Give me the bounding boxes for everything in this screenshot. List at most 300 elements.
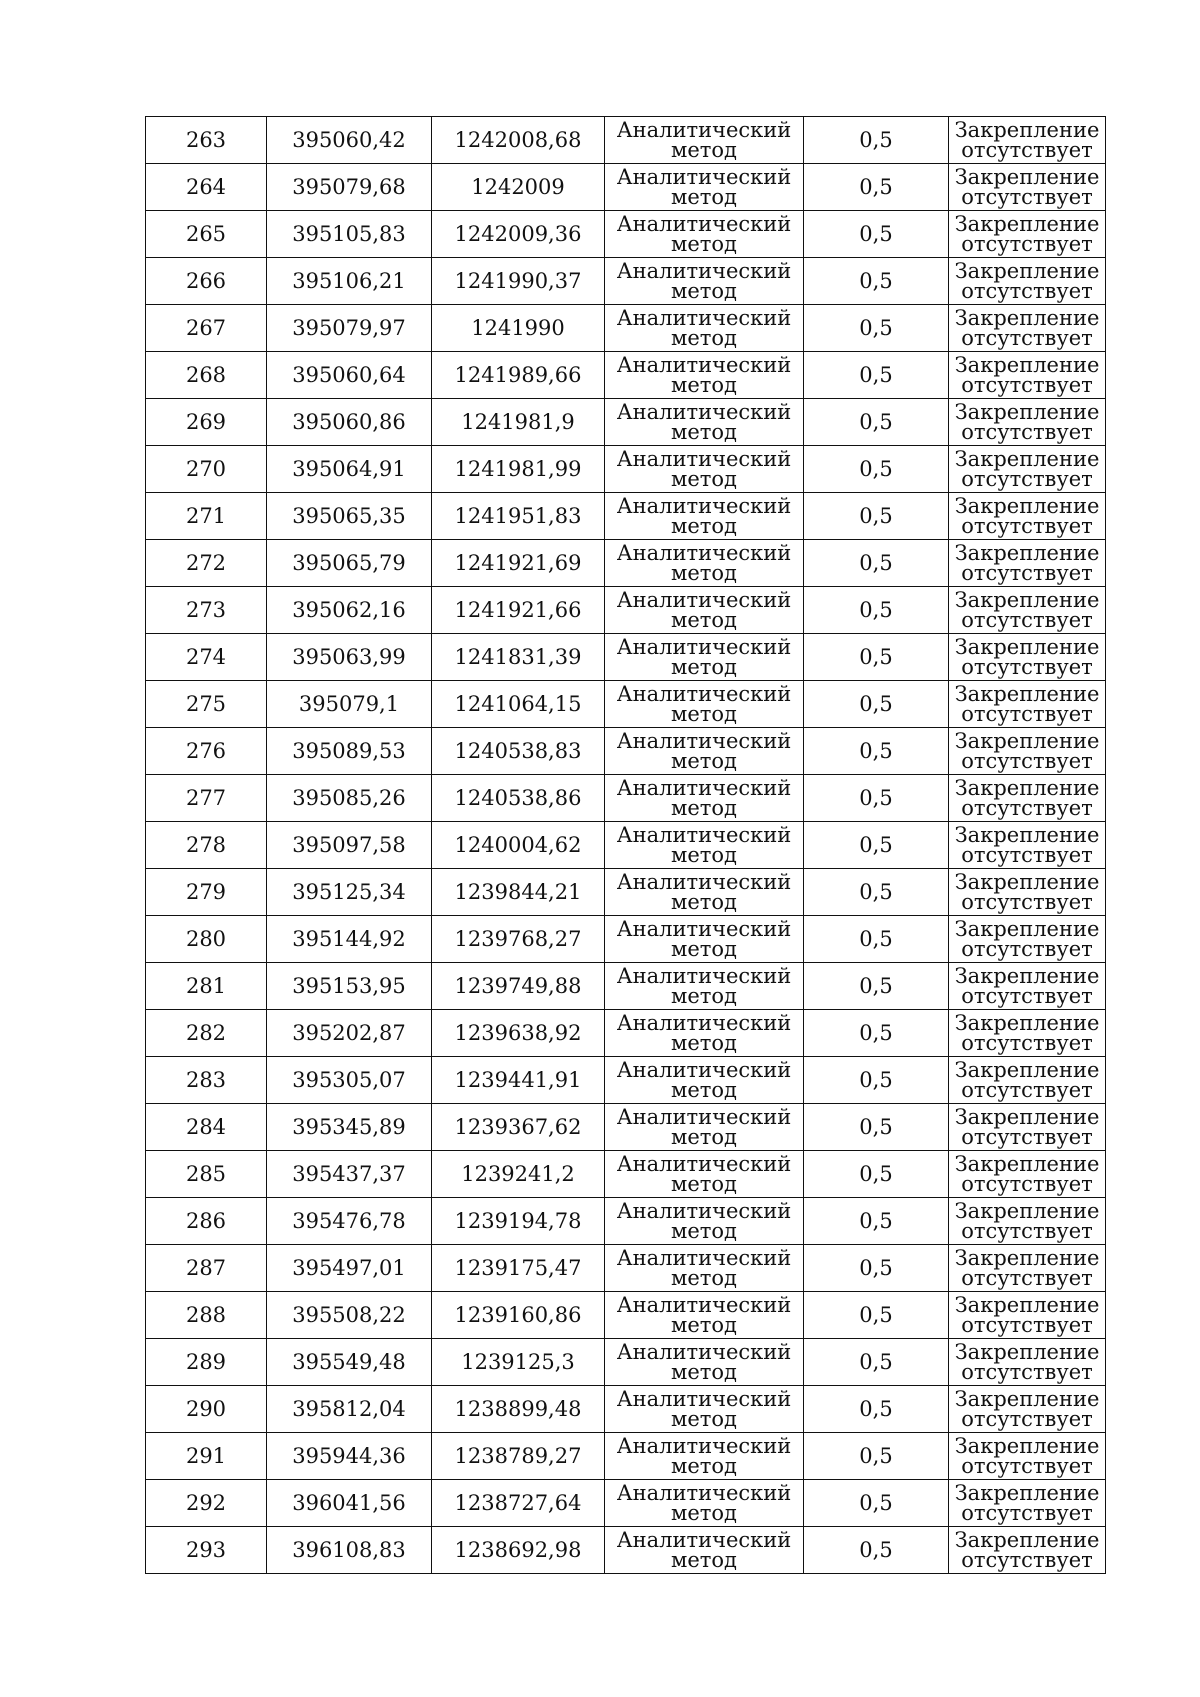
method-line-1: Аналитический (616, 305, 792, 330)
x-coordinate: 395144,92 (292, 927, 406, 951)
y-coordinate: 1241921,69 (454, 551, 582, 575)
method-cell (605, 1339, 804, 1386)
point-number: 273 (185, 598, 227, 622)
y-coordinate-cell (432, 1198, 605, 1245)
x-coordinate-cell (267, 258, 432, 305)
method-cell (605, 352, 804, 399)
x-coordinate: 395064,91 (292, 457, 406, 481)
fixing-line-1: Закрепление (954, 1527, 1100, 1552)
accuracy-value: 0,5 (859, 457, 893, 481)
fixing-line-2: отсутствует (961, 1312, 1093, 1337)
accuracy-cell (804, 1198, 949, 1245)
y-coordinate-cell (432, 1104, 605, 1151)
point-number: 265 (185, 222, 227, 246)
table-row (146, 352, 1106, 399)
accuracy-cell (804, 117, 949, 164)
fixing-cell (949, 963, 1106, 1010)
fixing-cell (949, 1151, 1106, 1198)
fixing-cell (949, 1480, 1106, 1527)
method-line-2: метод (671, 513, 737, 538)
x-coordinate-cell (267, 352, 432, 399)
x-coordinate-cell (267, 634, 432, 681)
x-coordinate: 395106,21 (292, 269, 406, 293)
fixing-line-2: отсутствует (961, 372, 1093, 397)
method-line-1: Аналитический (616, 352, 792, 377)
fixing-line-2: отсутствует (961, 936, 1093, 961)
y-coordinate-cell (432, 1292, 605, 1339)
accuracy-value: 0,5 (859, 739, 893, 763)
point-number-cell (146, 1480, 267, 1527)
method-line-2: метод (671, 701, 737, 726)
x-coordinate-cell (267, 1010, 432, 1057)
accuracy-value: 0,5 (859, 692, 893, 716)
method-line-2: метод (671, 1406, 737, 1431)
method-cell (605, 1292, 804, 1339)
method-cell (605, 1104, 804, 1151)
point-number: 287 (185, 1256, 227, 1280)
method-cell (605, 1151, 804, 1198)
fixing-line-2: отсутствует (961, 419, 1093, 444)
y-coordinate: 1239844,21 (454, 880, 582, 904)
y-coordinate: 1241951,83 (454, 504, 582, 528)
accuracy-cell (804, 164, 949, 211)
accuracy-cell (804, 1104, 949, 1151)
accuracy-cell (804, 493, 949, 540)
accuracy-value: 0,5 (859, 833, 893, 857)
point-number-cell (146, 446, 267, 493)
fixing-line-2: отсутствует (961, 1500, 1093, 1525)
y-coordinate: 1239768,27 (454, 927, 582, 951)
fixing-line-2: отсутствует (961, 184, 1093, 209)
x-coordinate-cell (267, 1057, 432, 1104)
method-line-2: метод (671, 466, 737, 491)
method-cell (605, 305, 804, 352)
point-number-cell (146, 164, 267, 211)
x-coordinate-cell (267, 1527, 432, 1574)
coordinates-table (145, 116, 1106, 1574)
table-row (146, 869, 1106, 916)
y-coordinate: 1242008,68 (454, 128, 582, 152)
table-row (146, 258, 1106, 305)
method-line-2: метод (671, 1124, 737, 1149)
fixing-line-1: Закрепление (954, 728, 1100, 753)
method-line-1: Аналитический (616, 258, 792, 283)
method-line-2: метод (671, 325, 737, 350)
accuracy-value: 0,5 (859, 551, 893, 575)
method-cell (605, 822, 804, 869)
table-row (146, 1480, 1106, 1527)
y-coordinate: 1238727,64 (454, 1491, 582, 1515)
y-coordinate: 1240538,83 (454, 739, 582, 763)
x-coordinate: 395944,36 (292, 1444, 406, 1468)
point-number-cell (146, 1104, 267, 1151)
table-row (146, 587, 1106, 634)
point-number-cell (146, 117, 267, 164)
point-number-cell (146, 540, 267, 587)
fixing-line-2: отсутствует (961, 1406, 1093, 1431)
point-number-cell (146, 493, 267, 540)
fixing-line-2: отсутствует (961, 325, 1093, 350)
point-number: 277 (185, 786, 227, 810)
table-row (146, 399, 1106, 446)
x-coordinate-cell (267, 869, 432, 916)
point-number-cell (146, 869, 267, 916)
fixing-line-1: Закрепление (954, 1386, 1100, 1411)
method-cell (605, 446, 804, 493)
method-line-1: Аналитический (616, 1010, 792, 1035)
x-coordinate: 395085,26 (292, 786, 406, 810)
table-row (146, 211, 1106, 258)
y-coordinate-cell (432, 1433, 605, 1480)
y-coordinate: 1242009 (471, 175, 565, 199)
y-coordinate: 1240538,86 (454, 786, 582, 810)
x-coordinate-cell (267, 1386, 432, 1433)
method-line-1: Аналитический (616, 916, 792, 941)
accuracy-cell (804, 1433, 949, 1480)
x-coordinate-cell (267, 117, 432, 164)
fixing-line-2: отсутствует (961, 1218, 1093, 1243)
accuracy-cell (804, 963, 949, 1010)
fixing-line-1: Закрепление (954, 1151, 1100, 1176)
accuracy-cell (804, 399, 949, 446)
fixing-line-2: отсутствует (961, 137, 1093, 162)
point-number: 280 (185, 927, 227, 951)
x-coordinate: 395437,37 (292, 1162, 406, 1186)
y-coordinate: 1241981,9 (461, 410, 575, 434)
y-coordinate: 1238692,98 (454, 1538, 582, 1562)
method-line-1: Аналитический (616, 822, 792, 847)
fixing-line-1: Закрепление (954, 305, 1100, 330)
fixing-cell (949, 164, 1106, 211)
method-line-1: Аналитический (616, 587, 792, 612)
point-number-cell (146, 822, 267, 869)
fixing-cell (949, 446, 1106, 493)
method-cell (605, 1386, 804, 1433)
accuracy-cell (804, 1386, 949, 1433)
table-body (146, 117, 1106, 1574)
x-coordinate: 395549,48 (292, 1350, 406, 1374)
fixing-cell (949, 1527, 1106, 1574)
method-line-2: метод (671, 1077, 737, 1102)
method-cell (605, 916, 804, 963)
point-number: 283 (185, 1068, 227, 1092)
accuracy-value: 0,5 (859, 1115, 893, 1139)
fixing-cell (949, 1433, 1106, 1480)
point-number: 266 (185, 269, 227, 293)
x-coordinate: 395079,1 (298, 692, 400, 716)
accuracy-value: 0,5 (859, 410, 893, 434)
accuracy-cell (804, 1057, 949, 1104)
y-coordinate-cell (432, 352, 605, 399)
point-number: 275 (185, 692, 227, 716)
method-cell (605, 963, 804, 1010)
point-number: 286 (185, 1209, 227, 1233)
accuracy-value: 0,5 (859, 1538, 893, 1562)
accuracy-value: 0,5 (859, 1021, 893, 1045)
table-row (146, 728, 1106, 775)
x-coordinate-cell (267, 399, 432, 446)
point-number: 263 (185, 128, 227, 152)
fixing-line-2: отсутствует (961, 1547, 1093, 1572)
point-number: 289 (185, 1350, 227, 1374)
y-coordinate-cell (432, 634, 605, 681)
accuracy-value: 0,5 (859, 1209, 893, 1233)
y-coordinate-cell (432, 822, 605, 869)
accuracy-value: 0,5 (859, 1256, 893, 1280)
point-number-cell (146, 1198, 267, 1245)
accuracy-cell (804, 728, 949, 775)
x-coordinate-cell (267, 164, 432, 211)
accuracy-cell (804, 1010, 949, 1057)
y-coordinate: 1238899,48 (454, 1397, 582, 1421)
fixing-line-2: отсутствует (961, 795, 1093, 820)
y-coordinate: 1241064,15 (454, 692, 582, 716)
accuracy-cell (804, 305, 949, 352)
x-coordinate-cell (267, 728, 432, 775)
y-coordinate-cell (432, 164, 605, 211)
y-coordinate-cell (432, 869, 605, 916)
point-number-cell (146, 681, 267, 728)
accuracy-value: 0,5 (859, 316, 893, 340)
fixing-line-2: отсутствует (961, 701, 1093, 726)
method-line-1: Аналитический (616, 1151, 792, 1176)
table-row (146, 916, 1106, 963)
table-row (146, 1433, 1106, 1480)
fixing-cell (949, 1198, 1106, 1245)
method-cell (605, 869, 804, 916)
y-coordinate: 1240004,62 (454, 833, 582, 857)
x-coordinate-cell (267, 587, 432, 634)
fixing-line-1: Закрепление (954, 681, 1100, 706)
method-line-2: метод (671, 1500, 737, 1525)
point-number-cell (146, 305, 267, 352)
point-number: 284 (185, 1115, 227, 1139)
y-coordinate-cell (432, 399, 605, 446)
accuracy-cell (804, 211, 949, 258)
fixing-line-1: Закрепление (954, 775, 1100, 800)
table-row (146, 963, 1106, 1010)
method-cell (605, 587, 804, 634)
fixing-line-1: Закрепление (954, 493, 1100, 518)
method-line-2: метод (671, 1171, 737, 1196)
method-line-1: Аналитический (616, 1245, 792, 1270)
y-coordinate: 1239194,78 (454, 1209, 582, 1233)
y-coordinate: 1242009,36 (454, 222, 582, 246)
accuracy-value: 0,5 (859, 598, 893, 622)
x-coordinate-cell (267, 1292, 432, 1339)
table-row (146, 305, 1106, 352)
x-coordinate-cell (267, 1198, 432, 1245)
point-number-cell (146, 587, 267, 634)
x-coordinate: 395060,42 (292, 128, 406, 152)
method-line-1: Аналитический (616, 1386, 792, 1411)
fixing-line-1: Закрепление (954, 164, 1100, 189)
fixing-line-2: отсутствует (961, 748, 1093, 773)
method-line-1: Аналитический (616, 728, 792, 753)
point-number: 270 (185, 457, 227, 481)
accuracy-value: 0,5 (859, 363, 893, 387)
fixing-cell (949, 493, 1106, 540)
accuracy-cell (804, 916, 949, 963)
point-number: 290 (185, 1397, 227, 1421)
fixing-cell (949, 1057, 1106, 1104)
x-coordinate: 396108,83 (292, 1538, 406, 1562)
accuracy-cell (804, 1527, 949, 1574)
x-coordinate: 395153,95 (292, 974, 406, 998)
method-line-1: Аналитический (616, 399, 792, 424)
x-coordinate-cell (267, 1151, 432, 1198)
method-line-1: Аналитический (616, 963, 792, 988)
accuracy-value: 0,5 (859, 1303, 893, 1327)
fixing-line-2: отсутствует (961, 1124, 1093, 1149)
point-number-cell (146, 1010, 267, 1057)
y-coordinate-cell (432, 775, 605, 822)
fixing-cell (949, 869, 1106, 916)
fixing-line-2: отсутствует (961, 1030, 1093, 1055)
point-number-cell (146, 1292, 267, 1339)
x-coordinate-cell (267, 1104, 432, 1151)
method-line-1: Аналитический (616, 775, 792, 800)
method-line-2: метод (671, 1453, 737, 1478)
fixing-line-1: Закрепление (954, 1433, 1100, 1458)
fixing-line-1: Закрепление (954, 1010, 1100, 1035)
method-line-2: метод (671, 231, 737, 256)
method-line-1: Аналитический (616, 540, 792, 565)
y-coordinate: 1241831,39 (454, 645, 582, 669)
x-coordinate: 395345,89 (292, 1115, 406, 1139)
accuracy-cell (804, 540, 949, 587)
accuracy-value: 0,5 (859, 927, 893, 951)
table-row (146, 775, 1106, 822)
x-coordinate-cell (267, 916, 432, 963)
fixing-line-1: Закрепление (954, 540, 1100, 565)
table-row (146, 540, 1106, 587)
x-coordinate: 395079,68 (292, 175, 406, 199)
method-line-2: метод (671, 184, 737, 209)
point-number: 281 (185, 974, 227, 998)
y-coordinate-cell (432, 1527, 605, 1574)
accuracy-cell (804, 1480, 949, 1527)
x-coordinate: 395305,07 (292, 1068, 406, 1092)
fixing-line-2: отсутствует (961, 607, 1093, 632)
y-coordinate-cell (432, 1010, 605, 1057)
accuracy-cell (804, 1339, 949, 1386)
method-line-1: Аналитический (616, 493, 792, 518)
x-coordinate-cell (267, 1339, 432, 1386)
y-coordinate-cell (432, 728, 605, 775)
table-row (146, 117, 1106, 164)
table-row (146, 164, 1106, 211)
fixing-line-2: отсутствует (961, 513, 1093, 538)
table-row (146, 446, 1106, 493)
method-line-2: метод (671, 889, 737, 914)
method-cell (605, 258, 804, 305)
point-number-cell (146, 1433, 267, 1480)
fixing-line-2: отсутствует (961, 1359, 1093, 1384)
y-coordinate-cell (432, 1245, 605, 1292)
method-line-2: метод (671, 1265, 737, 1290)
point-number: 264 (185, 175, 227, 199)
method-cell (605, 1245, 804, 1292)
x-coordinate-cell (267, 540, 432, 587)
method-cell (605, 1480, 804, 1527)
fixing-cell (949, 775, 1106, 822)
y-coordinate-cell (432, 1386, 605, 1433)
accuracy-value: 0,5 (859, 175, 893, 199)
accuracy-cell (804, 258, 949, 305)
point-number: 268 (185, 363, 227, 387)
fixing-line-2: отсутствует (961, 983, 1093, 1008)
method-line-1: Аналитический (616, 1057, 792, 1082)
y-coordinate-cell (432, 1057, 605, 1104)
method-line-2: метод (671, 560, 737, 585)
method-line-1: Аналитический (616, 1433, 792, 1458)
y-coordinate-cell (432, 963, 605, 1010)
method-cell (605, 634, 804, 681)
point-number: 269 (185, 410, 227, 434)
method-line-2: метод (671, 1312, 737, 1337)
point-number: 293 (185, 1538, 227, 1562)
fixing-line-1: Закрепление (954, 869, 1100, 894)
method-cell (605, 728, 804, 775)
y-coordinate-cell (432, 211, 605, 258)
method-line-2: метод (671, 137, 737, 162)
method-line-1: Аналитический (616, 1527, 792, 1552)
fixing-line-1: Закрепление (954, 822, 1100, 847)
fixing-cell (949, 1245, 1106, 1292)
accuracy-value: 0,5 (859, 1491, 893, 1515)
method-line-2: метод (671, 1359, 737, 1384)
method-line-2: метод (671, 795, 737, 820)
method-cell (605, 1433, 804, 1480)
accuracy-cell (804, 1292, 949, 1339)
accuracy-value: 0,5 (859, 786, 893, 810)
y-coordinate: 1239175,47 (454, 1256, 582, 1280)
fixing-line-2: отсутствует (961, 1171, 1093, 1196)
y-coordinate-cell (432, 916, 605, 963)
y-coordinate: 1239160,86 (454, 1303, 582, 1327)
fixing-line-2: отсутствует (961, 842, 1093, 867)
y-coordinate-cell (432, 1339, 605, 1386)
fixing-cell (949, 1292, 1106, 1339)
fixing-cell (949, 822, 1106, 869)
fixing-line-1: Закрепление (954, 446, 1100, 471)
accuracy-value: 0,5 (859, 1162, 893, 1186)
fixing-cell (949, 634, 1106, 681)
method-cell (605, 1527, 804, 1574)
x-coordinate-cell (267, 305, 432, 352)
y-coordinate: 1238789,27 (454, 1444, 582, 1468)
method-line-2: метод (671, 936, 737, 961)
x-coordinate: 395476,78 (292, 1209, 406, 1233)
method-line-2: метод (671, 419, 737, 444)
x-coordinate-cell (267, 493, 432, 540)
y-coordinate-cell (432, 117, 605, 164)
point-number: 278 (185, 833, 227, 857)
accuracy-cell (804, 587, 949, 634)
table-row (146, 1010, 1106, 1057)
y-coordinate: 1241990 (471, 316, 565, 340)
x-coordinate: 395063,99 (292, 645, 406, 669)
fixing-cell (949, 916, 1106, 963)
y-coordinate-cell (432, 305, 605, 352)
accuracy-value: 0,5 (859, 880, 893, 904)
x-coordinate-cell (267, 1480, 432, 1527)
table-row (146, 1057, 1106, 1104)
table-row (146, 1292, 1106, 1339)
table-row (146, 634, 1106, 681)
accuracy-value: 0,5 (859, 1444, 893, 1468)
